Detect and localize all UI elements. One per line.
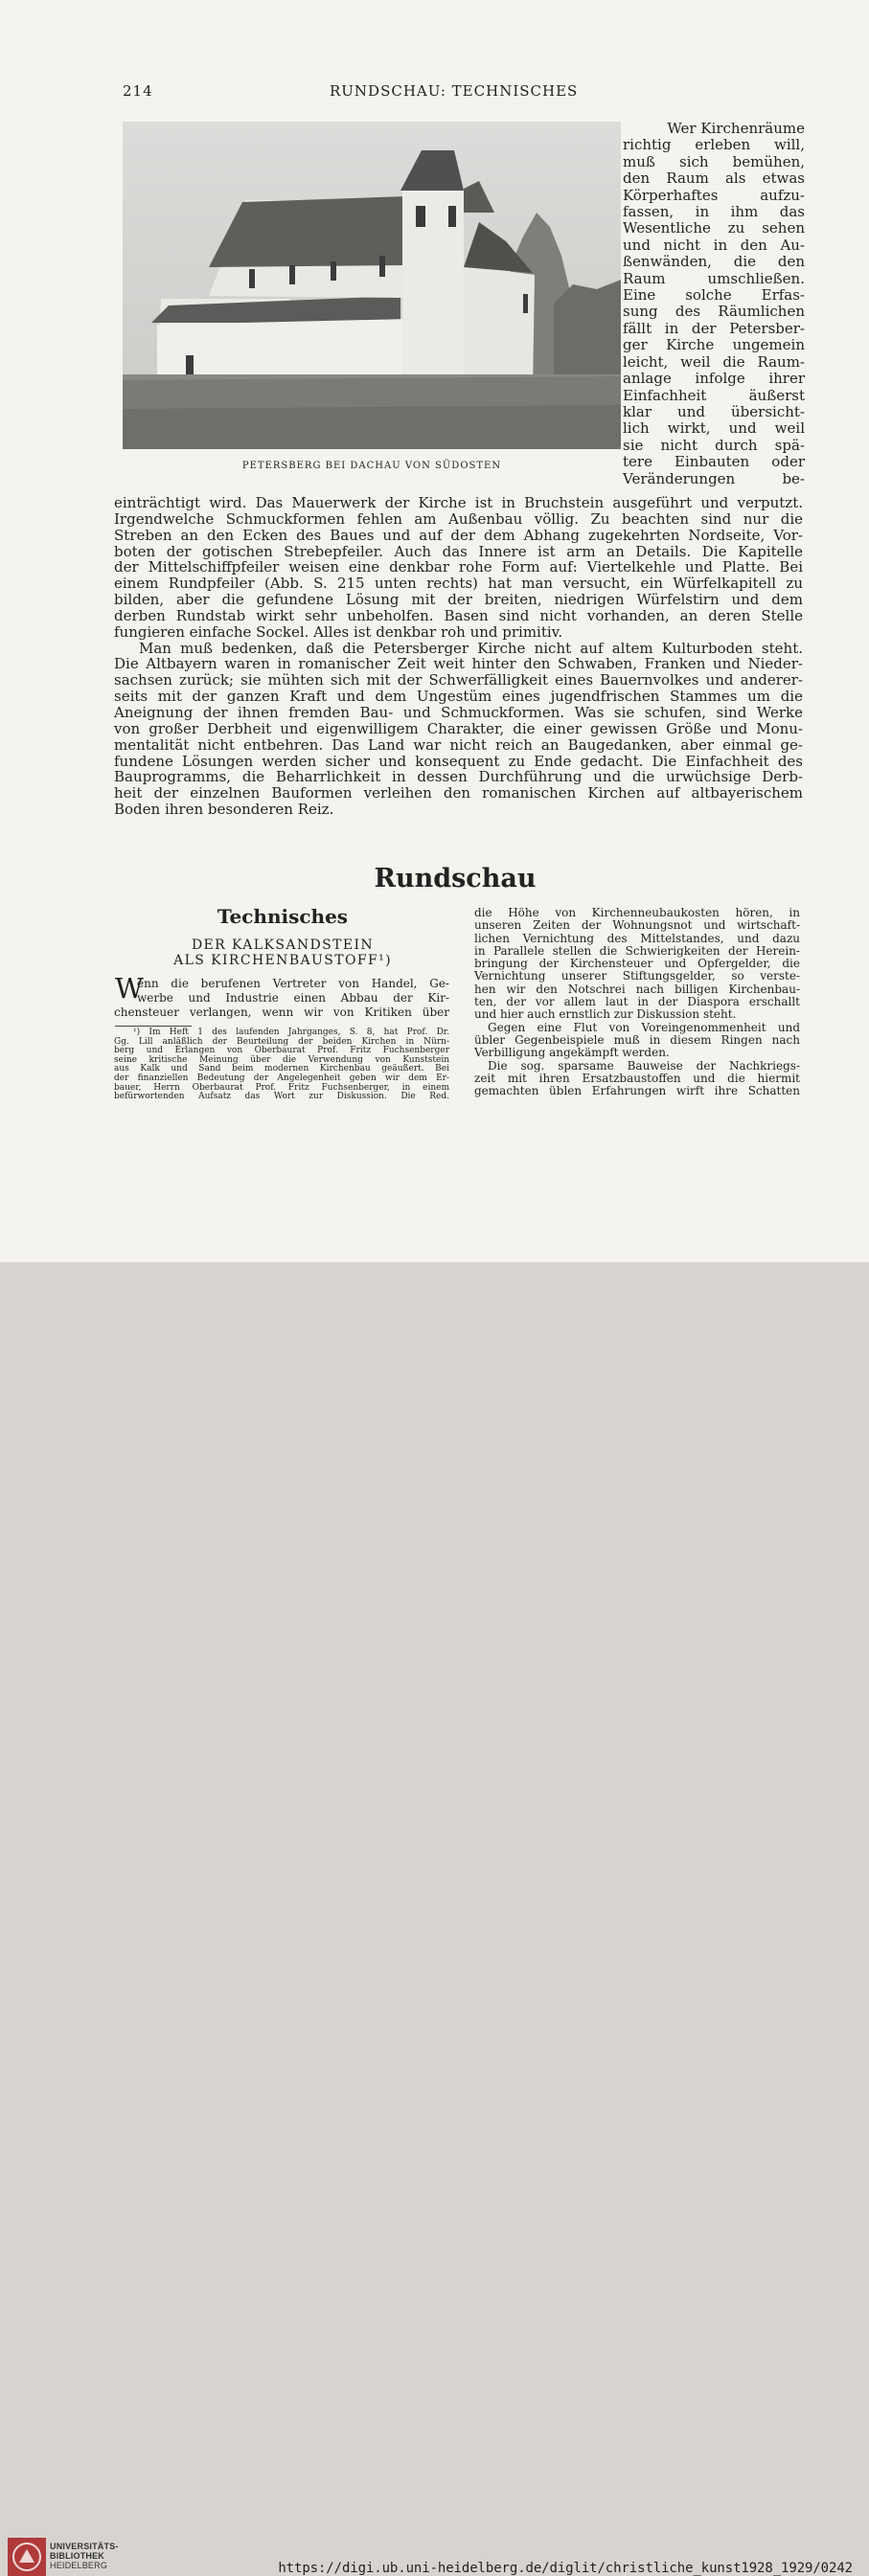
text-line: sung des Räumlichen bbox=[623, 303, 805, 321]
text-line: lich wirkt, und weil bbox=[623, 419, 805, 438]
text-line: tere Einbauten oder bbox=[623, 453, 805, 471]
text-line: Streben an den Ecken des Baues und auf der dem Abhang zugekehrten Nordseite, Vor- bbox=[114, 526, 803, 544]
text-line: ßenwänden, die den bbox=[623, 253, 805, 271]
text-line: Irgendwelche Schmuckformen fehlen am Außenbau völlig. Zu beachten sind nur die bbox=[114, 509, 803, 528]
text-line: Wer Kirchenräume bbox=[667, 120, 805, 137]
text-line: enn die berufenen Vertreter von Handel, Ge- bbox=[137, 977, 449, 990]
text-line: Verbilligung angekämpft werden. bbox=[474, 1046, 670, 1060]
text-line: derben Rundstab wirkt sehr unbeholfen. Basen sind nicht vorhanden, an deren Stelle bbox=[114, 606, 803, 624]
library-name bbox=[50, 2542, 119, 2570]
text-line: fällt in der Petersber- bbox=[623, 319, 805, 337]
text-line: anlage infolge ihrer bbox=[623, 370, 805, 388]
text-line: klar und übersicht- bbox=[623, 402, 805, 420]
viewer-footer bbox=[0, 1262, 869, 2576]
permalink-url[interactable]: https://digi.ub.uni-heidelberg.de/diglit/christliche_kunst1928_1929/0242 bbox=[278, 2561, 853, 2576]
footnote bbox=[114, 1028, 449, 1102]
text-line: der Mittelschiffpfeiler weisen eine denkbar rohe Form auf: Viertelkehle und Platte. Bei bbox=[114, 558, 803, 576]
section-subtitle: Technisches bbox=[217, 905, 349, 928]
text-line: die Höhe von Kirchenneubaukosten hören, in bbox=[474, 906, 800, 919]
article-title-line-2: ALS KIRCHENBAUSTOFF¹) bbox=[173, 953, 392, 968]
text-line: ten, der vor allem laut in der Diaspora erschallt bbox=[474, 995, 800, 1009]
main-text-block bbox=[114, 495, 803, 818]
text-line: gemachten üblen Erfahrungen wirft ihre Schatten bbox=[474, 1084, 800, 1098]
article-title-line-1: DER KALKSANDSTEIN bbox=[191, 938, 375, 953]
right-text-column bbox=[474, 907, 800, 1097]
side-text-column bbox=[623, 121, 805, 487]
church-photograph bbox=[123, 122, 621, 449]
text-line: boten der gotischen Strebepfeiler. Auch das Innere ist arm an Details. Die Kapitelle bbox=[114, 542, 803, 560]
footnote-line: ¹) Im Heft 1 des laufenden Jahrganges, S. 8, hat Prof. Dr. bbox=[133, 1028, 449, 1037]
text-line: Veränderungen be- bbox=[623, 469, 805, 487]
footnote-line: Gg. Lill anläßlich der Beurteilung der beiden Kirchen in Nürn- bbox=[114, 1036, 449, 1047]
text-line: einem Rundpfeiler (Abb. S. 215 unten rechts) hat man versucht, ein Würfelkapitell zu bbox=[114, 575, 803, 593]
text-line: Aneignung der ihnen fremden Bau- und Schmuckformen. Was sie schufen, sind Werke bbox=[114, 703, 803, 721]
text-line: Boden ihren besonderen Reiz. bbox=[114, 801, 334, 819]
text-line: muß sich bemühen, bbox=[623, 152, 805, 170]
text-line: von großer Derbheit und eigenwilligem Charakter, die einer gewissen Größe und Monu- bbox=[114, 719, 803, 737]
library-name-line: BIBLIOTHEK bbox=[50, 2551, 104, 2561]
footnote-line: befürwortenden Aufsatz das Wort zur Diskussion. Die Red. bbox=[114, 1092, 449, 1102]
text-line: Raum umschließen. bbox=[623, 269, 805, 287]
library-name-line: HEIDELBERG bbox=[50, 2561, 108, 2570]
running-title: RUNDSCHAU: TECHNISCHES bbox=[330, 82, 579, 100]
text-line: Die Altbayern waren in romanischer Zeit weit hinter den Schwaben, Franken und Nieder- bbox=[114, 655, 803, 673]
text-line: werbe und Industrie einen Abbau der Kir- bbox=[137, 990, 449, 1005]
text-line: bilden, aber die gefundene Lösung mit der breiten, niedrigen Würfelstirn und dem bbox=[114, 591, 803, 609]
text-line: Vernichtung unserer Stiftungsgelder, so verste- bbox=[474, 969, 800, 983]
section-title: Rundschau bbox=[374, 864, 537, 893]
text-line: unseren Zeiten der Wohnungsnot und wirtschaft- bbox=[474, 918, 800, 933]
footnote-line: bauer, Herrn Oberbaurat Prof. Fritz Fuchsenberger, in einem bbox=[114, 1082, 449, 1093]
text-line: richtig erleben will, bbox=[623, 136, 805, 154]
scanned-page bbox=[0, 0, 869, 1262]
text-line: bringung der Kirchensteuer und Opfergelder, die bbox=[474, 957, 800, 971]
text-line: Man muß bedenken, daß die Petersberger Kirche nicht auf altem Kulturboden steht. bbox=[139, 639, 803, 657]
text-line: Bauprogramms, die Beharrlichkeit in dessen Durchführung und die urwüchsige Derb- bbox=[114, 768, 803, 786]
footnote-line: aus Kalk und Sand beim modernen Kirchenbau geäußert. Bei bbox=[114, 1064, 449, 1074]
text-line: und hier auch ernstlich zur Diskussion steht. bbox=[474, 1007, 737, 1022]
text-line: chensteuer verlangen, wenn wir von Kritiken über bbox=[114, 1005, 449, 1019]
text-line: Eine solche Erfas- bbox=[623, 286, 805, 305]
text-line: leicht, weil die Raum- bbox=[623, 352, 805, 371]
text-line: Körperhaftes aufzu- bbox=[623, 186, 805, 204]
library-seal-icon bbox=[8, 2538, 46, 2576]
library-name-line: UNIVERSITÄTS- bbox=[50, 2542, 119, 2551]
footnote-line: der finanziellen Bedeutung der Angelegenheit geben wir dem Er- bbox=[114, 1073, 449, 1083]
footnote-rule bbox=[115, 1026, 192, 1027]
text-line: Die sog. sparsame Bauweise der Nachkriegs- bbox=[488, 1058, 800, 1073]
text-line: sie nicht durch spä- bbox=[623, 436, 805, 454]
text-line: seits mit der ganzen Kraft und dem Ungestüm eines jugendfrischen Stammes um die bbox=[114, 688, 803, 706]
text-line: mentalität nicht entbehren. Das Land war nicht reich an Baugedanken, aber einmal ge- bbox=[114, 735, 803, 754]
text-line: übler Gegenbeispiele muß in diesem Ringen nach bbox=[474, 1032, 800, 1047]
text-line: heit der einzelnen Bauformen verleihen den romanischen Kirchen auf altbayerischem bbox=[114, 784, 803, 802]
text-line: Gegen eine Flut von Voreingenommenheit und bbox=[488, 1020, 800, 1034]
text-line: sachsen zurück; sie mühten sich mit der Schwerfälligkeit eines Bauernvolkes und anderer- bbox=[114, 671, 803, 689]
drop-cap: W bbox=[115, 972, 144, 1005]
left-text-column bbox=[114, 972, 449, 1019]
text-line: Einfachheit äußerst bbox=[623, 386, 805, 404]
text-line: fungieren einfache Sockel. Alles ist denkbar roh und primitiv. bbox=[114, 622, 563, 641]
text-line: hen wir den Notschrei nach billigen Kirchenbau- bbox=[474, 982, 800, 996]
footnote-line: berg und Erlangen von Oberbaurat Prof. Fritz Fuchsenberger bbox=[114, 1046, 449, 1056]
text-line: den Raum als etwas bbox=[623, 169, 805, 188]
text-line: und nicht in den Au- bbox=[623, 236, 805, 254]
text-line: ger Kirche ungemein bbox=[623, 336, 805, 354]
text-line: lichen Vernichtung des Mittelstandes, und dazu bbox=[474, 931, 800, 945]
text-line: in Parallele stellen die Schwierigkeiten der Herein- bbox=[474, 943, 800, 958]
text-line: einträchtigt wird. Das Mauerwerk der Kirche ist in Bruchstein ausgeführt und verputzt. bbox=[114, 494, 803, 511]
text-line: Wesentliche zu sehen bbox=[623, 219, 805, 237]
text-line: fassen, in ihm das bbox=[623, 203, 805, 221]
footnote-line: seine kritische Meinung über die Verwendung von Kunststein bbox=[114, 1054, 449, 1065]
text-line: fundene Lösungen werden sicher und konsequent zu Ende gedacht. Die Einfachheit des bbox=[114, 752, 803, 770]
text-line: zeit mit ihren Ersatzbaustoffen und die hiermit bbox=[474, 1071, 800, 1085]
figure-caption: PETERSBERG BEI DACHAU VON SÜDOSTEN bbox=[241, 461, 502, 471]
page-number: 214 bbox=[123, 82, 153, 100]
